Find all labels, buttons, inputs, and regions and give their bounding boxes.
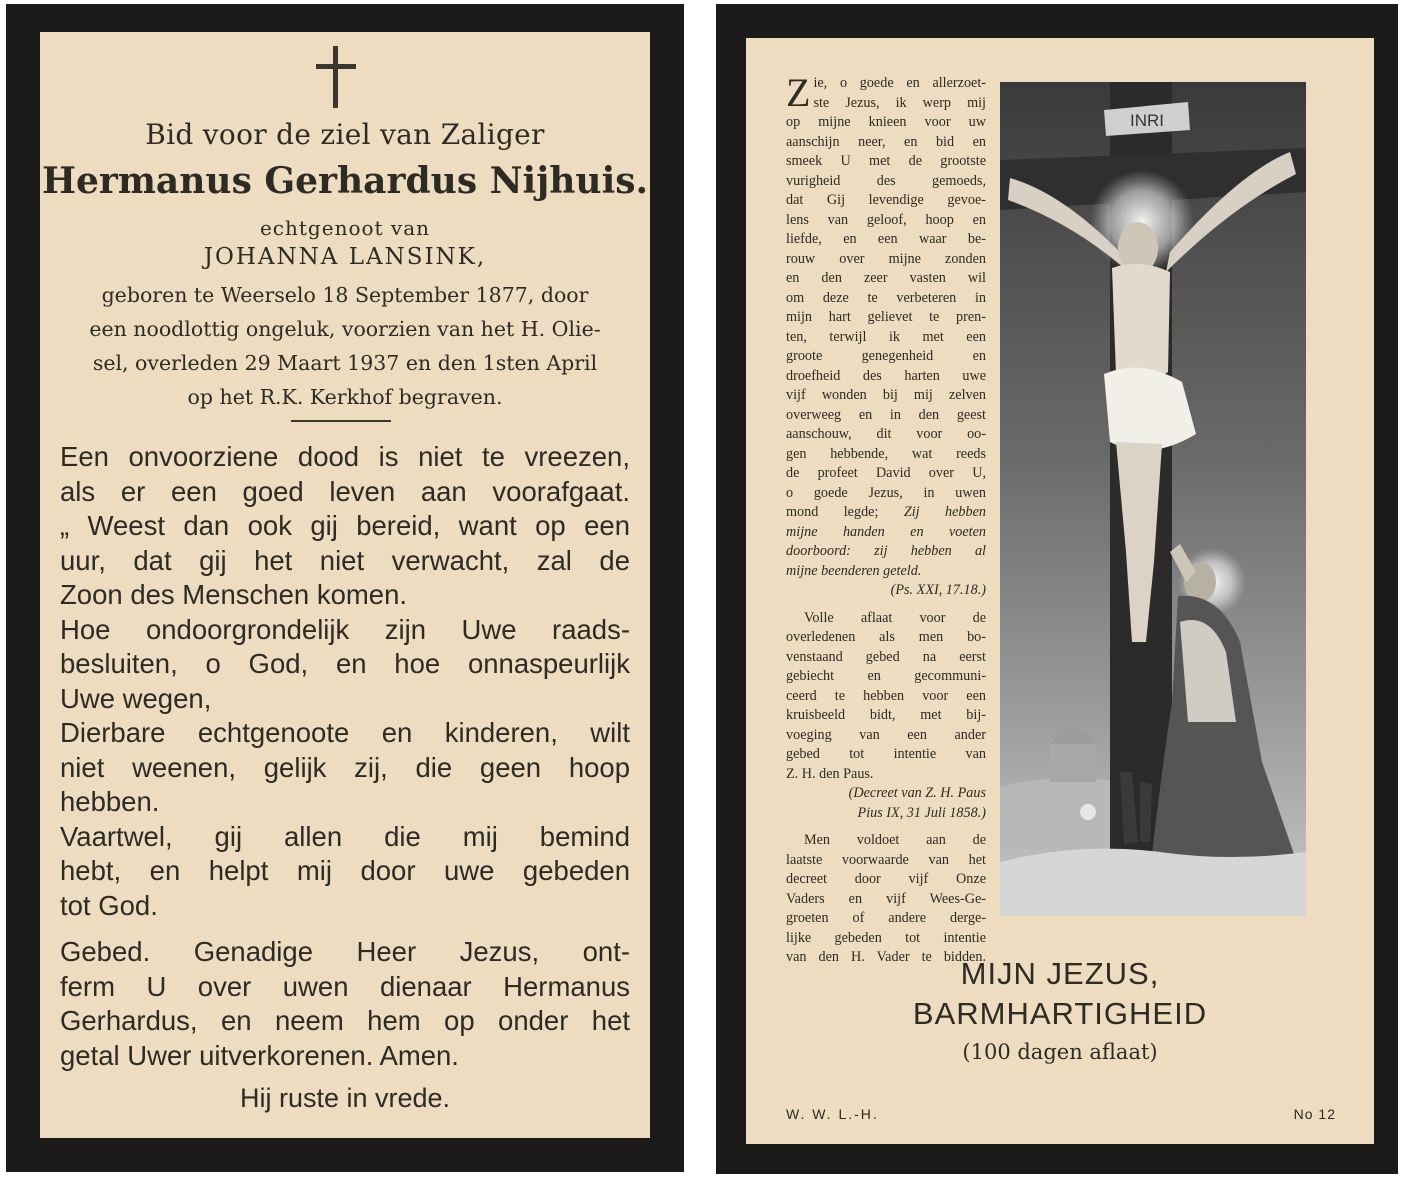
prayer-line-text: mond legde;	[786, 504, 879, 520]
condition-line: lijke gebeden tot intentie	[786, 929, 986, 946]
prayer-line: om deze te verbeteren in	[786, 289, 986, 306]
prayer-line: droefheid des harten uwe	[786, 367, 986, 384]
prayer-line: Gebed. Genadige Heer Jezus, ont-	[60, 936, 630, 967]
verse-line: niet weenen, gelijk zij, die geen hoop	[60, 751, 630, 783]
prayer-line: ten, terwijl ik met een	[786, 328, 986, 345]
prayer-line: liefde, en een waar be-	[786, 231, 986, 247]
prayer-line: en den zeer vasten wil	[786, 270, 986, 286]
bio-line: sel, overleden 29 Maart 1937 en den 1sten April	[92, 351, 598, 375]
indulgence-line: overledenen als men bo-	[786, 629, 986, 645]
prayer-italic: mijne handen en voeten	[786, 523, 986, 540]
title-line-1: MIJN JEZUS,	[960, 956, 1160, 991]
prayer-line: dat Gij levendige gevoe-	[786, 192, 986, 208]
prayer-line: Gerhardus, en neem hem op onder het	[60, 1005, 630, 1036]
prayer-line: aanschijn neer, en bid en	[786, 133, 986, 150]
prayer-line: mijn hart gelievet te pren-	[786, 309, 986, 325]
prayer-line: ste Jezus, ik werp mij	[813, 94, 986, 111]
decree-reference: (Decreet van Z. H. Paus	[848, 785, 986, 801]
memorial-card-front	[6, 4, 684, 1172]
inri-label: INRI	[1130, 111, 1164, 130]
condition-line: laatste voorwaarde van het	[786, 851, 986, 868]
verse-line: Hoe ondoorgrondelijk zijn Uwe raads-	[60, 613, 630, 645]
condition-line: decreet door vijf Onze	[786, 871, 986, 887]
bio-line: geboren te Weerselo 18 September 1877, door	[101, 283, 589, 307]
verse-line: Uwe wegen,	[60, 682, 212, 714]
indulgence-line: Volle aflaat voor de	[804, 609, 986, 626]
prayer-line: smeek U met de grootste	[786, 153, 986, 169]
condition-line: Men voldoet aan de	[804, 832, 986, 848]
prayer-line: gen hebbende, wat reeds	[786, 445, 986, 462]
indulgence-line: ceerd te hebben voor een	[786, 687, 986, 704]
indulgence-line: voeging van een ander	[786, 726, 986, 743]
biography	[40, 278, 650, 414]
publisher-mark: W. W. L.-H.	[786, 1106, 879, 1122]
prayer-line: op mijne knieen voor uw	[786, 114, 986, 130]
prayer-italic: doorboord: zij hebben al	[786, 543, 986, 559]
title-line-2: BARMHARTIGHEID	[912, 996, 1208, 1031]
indulgence-line: gebiecht en gecommuni-	[786, 668, 986, 684]
verse-line: Zoon des Menschen komen.	[60, 579, 407, 610]
crucifixion-illustration	[1000, 82, 1306, 916]
indulgence-line: Z. H. den Paus.	[786, 765, 874, 782]
prayer-italic: Zij hebben	[903, 504, 986, 520]
indulgence-line: venstaand gebed na eerst	[786, 648, 986, 665]
closing-line: Hij ruste in vrede.	[239, 1083, 451, 1113]
prayer-line: aanschouw, dit voor oo-	[786, 426, 986, 442]
drop-cap: Z	[786, 70, 811, 115]
opening-line: Bid voor de ziel van Zaliger	[145, 118, 545, 151]
memorial-card-back	[716, 4, 1398, 1174]
card-front-paper	[40, 32, 650, 1138]
card-number: No 12	[1293, 1106, 1336, 1122]
card-back-paper	[746, 38, 1374, 1144]
deceased-name: Hermanus Gerhardus Nijhuis.	[41, 160, 649, 202]
verse-line: uur, dat gij het niet verwacht, zal de	[60, 544, 630, 576]
verse-line: tot God.	[60, 889, 158, 921]
decree-reference: Pius IX, 31 Juli 1858.)	[857, 804, 986, 821]
prayer-line: de profeet David over U,	[786, 465, 986, 481]
indulgence-line: kruisbeeld bidt, met bij-	[786, 707, 986, 723]
verse-line: Dierbare echtgenoote en kinderen, wilt	[60, 717, 630, 748]
prayer-italic: mijne beenderen geteld.	[786, 562, 922, 579]
prayer-line	[786, 503, 986, 523]
verse-line: besluiten, o God, en hoe onnaspeurlijk	[60, 648, 630, 679]
prayer-line: ferm U over uwen dienaar Hermanus	[60, 970, 630, 1002]
condition-line: groeten of andere derge-	[786, 910, 986, 926]
verse-line: Vaartwel, gij allen die mij bemind	[60, 820, 630, 852]
spouse-intro: echtgenoot van	[259, 216, 431, 240]
prayer-line: rouw over mijne zonden	[786, 250, 986, 267]
condition-line: Vaders en vijf Wees-Ge-	[786, 890, 986, 907]
verse-line: „ Weest dan ook gij bereid, want op een	[60, 510, 630, 541]
verse-line: hebben.	[60, 786, 160, 817]
verse-line: als er een goed leven aan voorafgaat.	[60, 475, 630, 507]
prayer-line: lens van geloof, hoop en	[786, 211, 986, 228]
prayer-line: groote genegenheid en	[786, 348, 986, 364]
crucifixion-image	[1000, 82, 1306, 916]
indulgence-line: gebed tot intentie van	[786, 746, 986, 762]
prayer-line: vijf wonden bij mij zelven	[786, 387, 986, 403]
prayer-line: vurigheid des gemoeds,	[786, 172, 986, 189]
title-subline: (100 dagen aflaat)	[962, 1040, 1158, 1064]
divider	[291, 420, 391, 422]
condition-line: van den H. Vader te bidden.	[786, 949, 986, 965]
prayer-line: o goede Jezus, in uwen	[786, 484, 986, 501]
prayer-column	[786, 70, 986, 968]
prayer-line: getal Uwer uitverkorenen. Amen.	[60, 1039, 459, 1071]
spouse-name: JOHANNA LANSINK,	[203, 244, 487, 270]
verse-line: hebt, en helpt mij door uwe gebeden	[60, 855, 630, 886]
psalm-reference: (Ps. XXI, 17.18.)	[890, 582, 986, 598]
bio-line: een noodlottig ongeluk, voorzien van het H. Olie-	[89, 317, 601, 341]
bio-line: op het R.K. Kerkhof begraven.	[187, 385, 503, 409]
verse-line: Een onvoorziene dood is niet te vreezen,	[60, 441, 630, 472]
prayer-line: overweeg en in den geest	[786, 406, 986, 423]
cross-icon	[316, 46, 356, 108]
verse-text	[60, 440, 630, 1073]
prayer-line: ie, o goede en allerzoet-	[813, 75, 986, 91]
